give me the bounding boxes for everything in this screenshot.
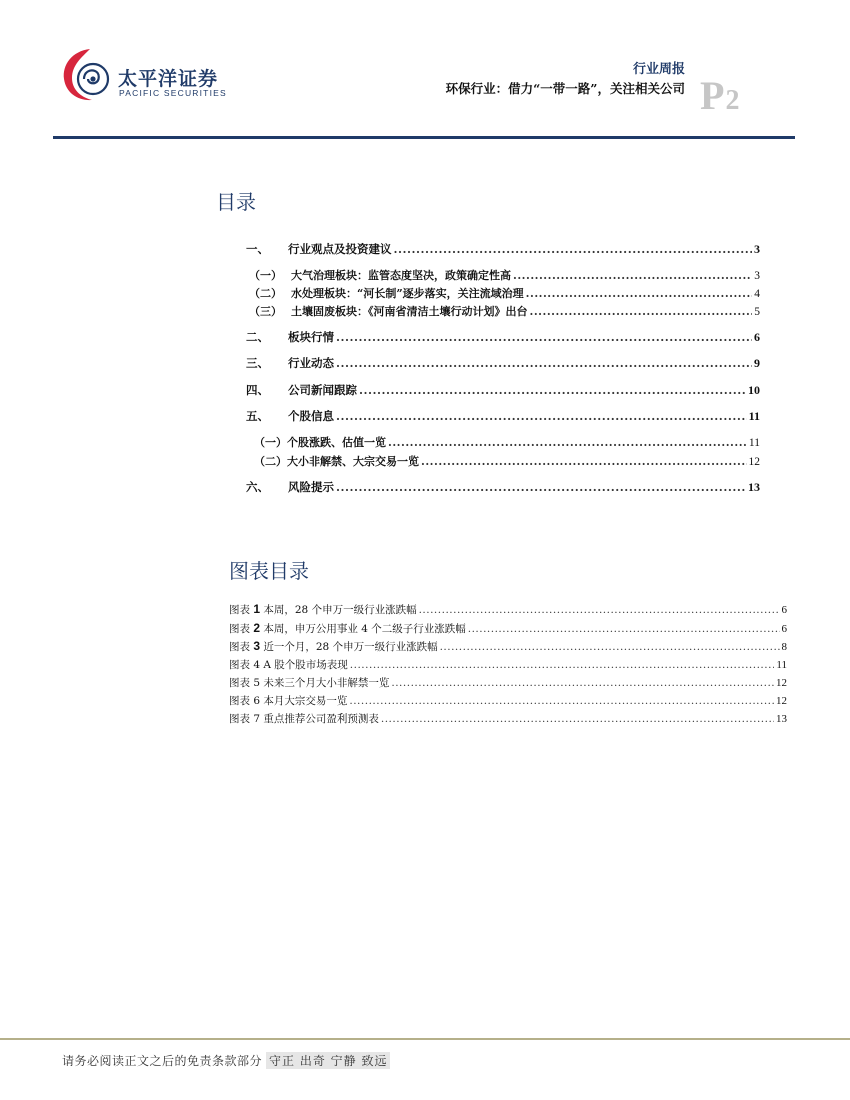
toc-leader-dots [394, 242, 753, 256]
toc-entry[interactable] [246, 408, 760, 424]
footer [62, 1052, 390, 1069]
report-title: 环保行业：借力“一带一路”，关注相关公司 [445, 81, 685, 96]
toc-entry-number: （一） [254, 436, 287, 449]
toc-subentry[interactable] [249, 267, 760, 283]
toc-entry[interactable] [246, 479, 760, 495]
figure-prefix: 图表 [229, 677, 250, 689]
toc-entry[interactable] [246, 329, 760, 345]
figure-label: A 股个股市场表现 [263, 659, 348, 671]
figure-page: 6 [781, 623, 787, 635]
figure-leader-dots [381, 713, 774, 725]
figure-leader-dots [419, 604, 780, 616]
figure-prefix: 图表 [229, 641, 250, 653]
figure-number: 5 [253, 677, 261, 689]
toc-leader-dots [388, 436, 747, 449]
toc-subentry[interactable] [249, 285, 760, 301]
toc-entry[interactable] [246, 241, 760, 257]
toc-entry-label: 大气治理板块：监管态度坚决，政策确定性高 [291, 269, 511, 282]
figure-label: 近一个月，28 个申万一级行业涨跌幅 [263, 641, 438, 653]
figure-prefix: 图表 [229, 713, 250, 725]
figure-number: 2 [253, 621, 261, 635]
toc-entry-page: 4 [754, 288, 760, 300]
pacific-securities-logo [60, 45, 115, 103]
report-type: 行业周报 [632, 62, 685, 77]
figure-prefix: 图表 [229, 604, 250, 616]
figure-page: 12 [776, 695, 787, 707]
figure-prefix: 图表 [229, 695, 250, 707]
toc-entry-label: 大小非解禁、大宗交易一览 [287, 455, 419, 468]
figure-list-entry[interactable] [229, 675, 787, 690]
toc-entry-page: 12 [748, 456, 760, 468]
figure-number: 6 [253, 695, 261, 707]
toc-title: 目录 [216, 190, 256, 214]
toc-leader-dots [526, 287, 753, 300]
toc-leader-dots [336, 409, 747, 423]
toc-entry-number: 二、 [246, 330, 269, 344]
figure-page: 11 [776, 659, 787, 671]
toc-entry-number: 五、 [246, 409, 269, 423]
toc-entry-label: 风险提示 [288, 480, 334, 494]
toc-entry-page: 3 [754, 270, 760, 282]
figure-leader-dots [350, 659, 775, 671]
toc-entry-page: 6 [754, 330, 760, 344]
toc-entry-label: 公司新闻跟踪 [288, 383, 357, 397]
toc-entry-page: 9 [754, 356, 760, 370]
toc-entry-label: 行业观点及投资建议 [288, 242, 392, 256]
toc-subentry[interactable] [249, 303, 760, 319]
toc-entry-page: 3 [754, 242, 760, 256]
figure-label: 未来三个月大小非解禁一览 [263, 677, 390, 689]
toc-subentry[interactable] [254, 453, 760, 469]
page-number: 2 [725, 85, 740, 116]
figure-label: 本月大宗交易一览 [263, 695, 348, 707]
figure-number: 4 [253, 659, 261, 671]
figure-page: 6 [781, 604, 787, 616]
toc-entry[interactable] [246, 382, 760, 398]
figure-leader-dots [391, 677, 774, 689]
toc-entry-number: （一） [249, 269, 282, 282]
figure-list-entry[interactable] [229, 602, 787, 617]
toc-entry-page: 10 [748, 383, 760, 397]
toc-leader-dots [336, 356, 752, 370]
brand-name-en: PACIFIC SECURITIES [119, 88, 227, 98]
toc-entry[interactable] [246, 355, 760, 371]
figure-prefix: 图表 [229, 659, 250, 671]
toc-leader-dots [421, 455, 747, 468]
toc-entry-number: 四、 [246, 383, 269, 397]
toc-entry-number: 六、 [246, 480, 269, 494]
toc-entry-label: 水处理板块：“河长制”逐步落实，关注流域治理 [291, 287, 524, 300]
page-number-mark [700, 72, 739, 119]
figure-number: 1 [253, 602, 261, 616]
brand-name-cn: 太平洋证券 [118, 68, 219, 90]
toc-entry-label: 个股信息 [288, 409, 334, 423]
toc-entry-label: 个股涨跌、估值一览 [287, 436, 386, 449]
toc-entry-number: （二） [254, 455, 287, 468]
figure-list-entry[interactable] [229, 711, 787, 726]
figure-page: 12 [776, 677, 787, 689]
figure-leader-dots [440, 641, 780, 653]
figure-list-entry[interactable] [229, 621, 787, 636]
figure-label: 本周，28 个申万一级行业涨跌幅 [263, 604, 417, 616]
figure-prefix: 图表 [229, 623, 250, 635]
figure-page: 8 [781, 641, 787, 653]
toc-entry-label: 行业动态 [288, 356, 334, 370]
figure-label: 重点推荐公司盈利预测表 [263, 713, 379, 725]
toc-entry-number: （二） [249, 287, 282, 300]
figure-number: 7 [253, 713, 261, 725]
company-motto: 守正 出奇 宁静 致远 [266, 1052, 390, 1069]
footer-divider [0, 1038, 850, 1040]
figure-list-entry[interactable] [229, 657, 787, 672]
toc-entry-page: 5 [754, 306, 760, 318]
figure-leader-dots [349, 695, 774, 707]
figure-number: 3 [253, 639, 261, 653]
toc-leader-dots [530, 305, 753, 318]
toc-leader-dots [336, 330, 752, 344]
toc-entry-page: 11 [748, 409, 760, 423]
toc-entry-number: （三） [249, 305, 282, 318]
toc-entry-number: 三、 [246, 356, 269, 370]
toc-entry-number: 一、 [246, 242, 269, 256]
toc-leader-dots [336, 480, 746, 494]
page-letter: P [700, 73, 725, 118]
figure-label: 本周，申万公用事业 4 个二级子行业涨跌幅 [263, 623, 466, 635]
toc-entry-label: 板块行情 [288, 330, 334, 344]
toc-leader-dots [513, 269, 752, 282]
figure-list-entry[interactable] [229, 639, 787, 654]
toc-entry-page: 11 [748, 437, 760, 449]
toc-subentry[interactable] [254, 434, 760, 450]
figure-leader-dots [468, 623, 780, 635]
toc-entry-page: 13 [748, 480, 760, 494]
header-divider [53, 136, 795, 139]
toc-entry-label: 土壤固废板块：《河南省清洁土壤行动计划》出台 [291, 305, 528, 318]
toc-leader-dots [359, 383, 746, 397]
disclaimer-notice: 请务必阅读正文之后的免责条款部分 [62, 1054, 263, 1068]
figure-list-entry[interactable] [229, 693, 787, 708]
figure-list-title: 图表目录 [229, 559, 309, 583]
figure-page: 13 [776, 713, 787, 725]
